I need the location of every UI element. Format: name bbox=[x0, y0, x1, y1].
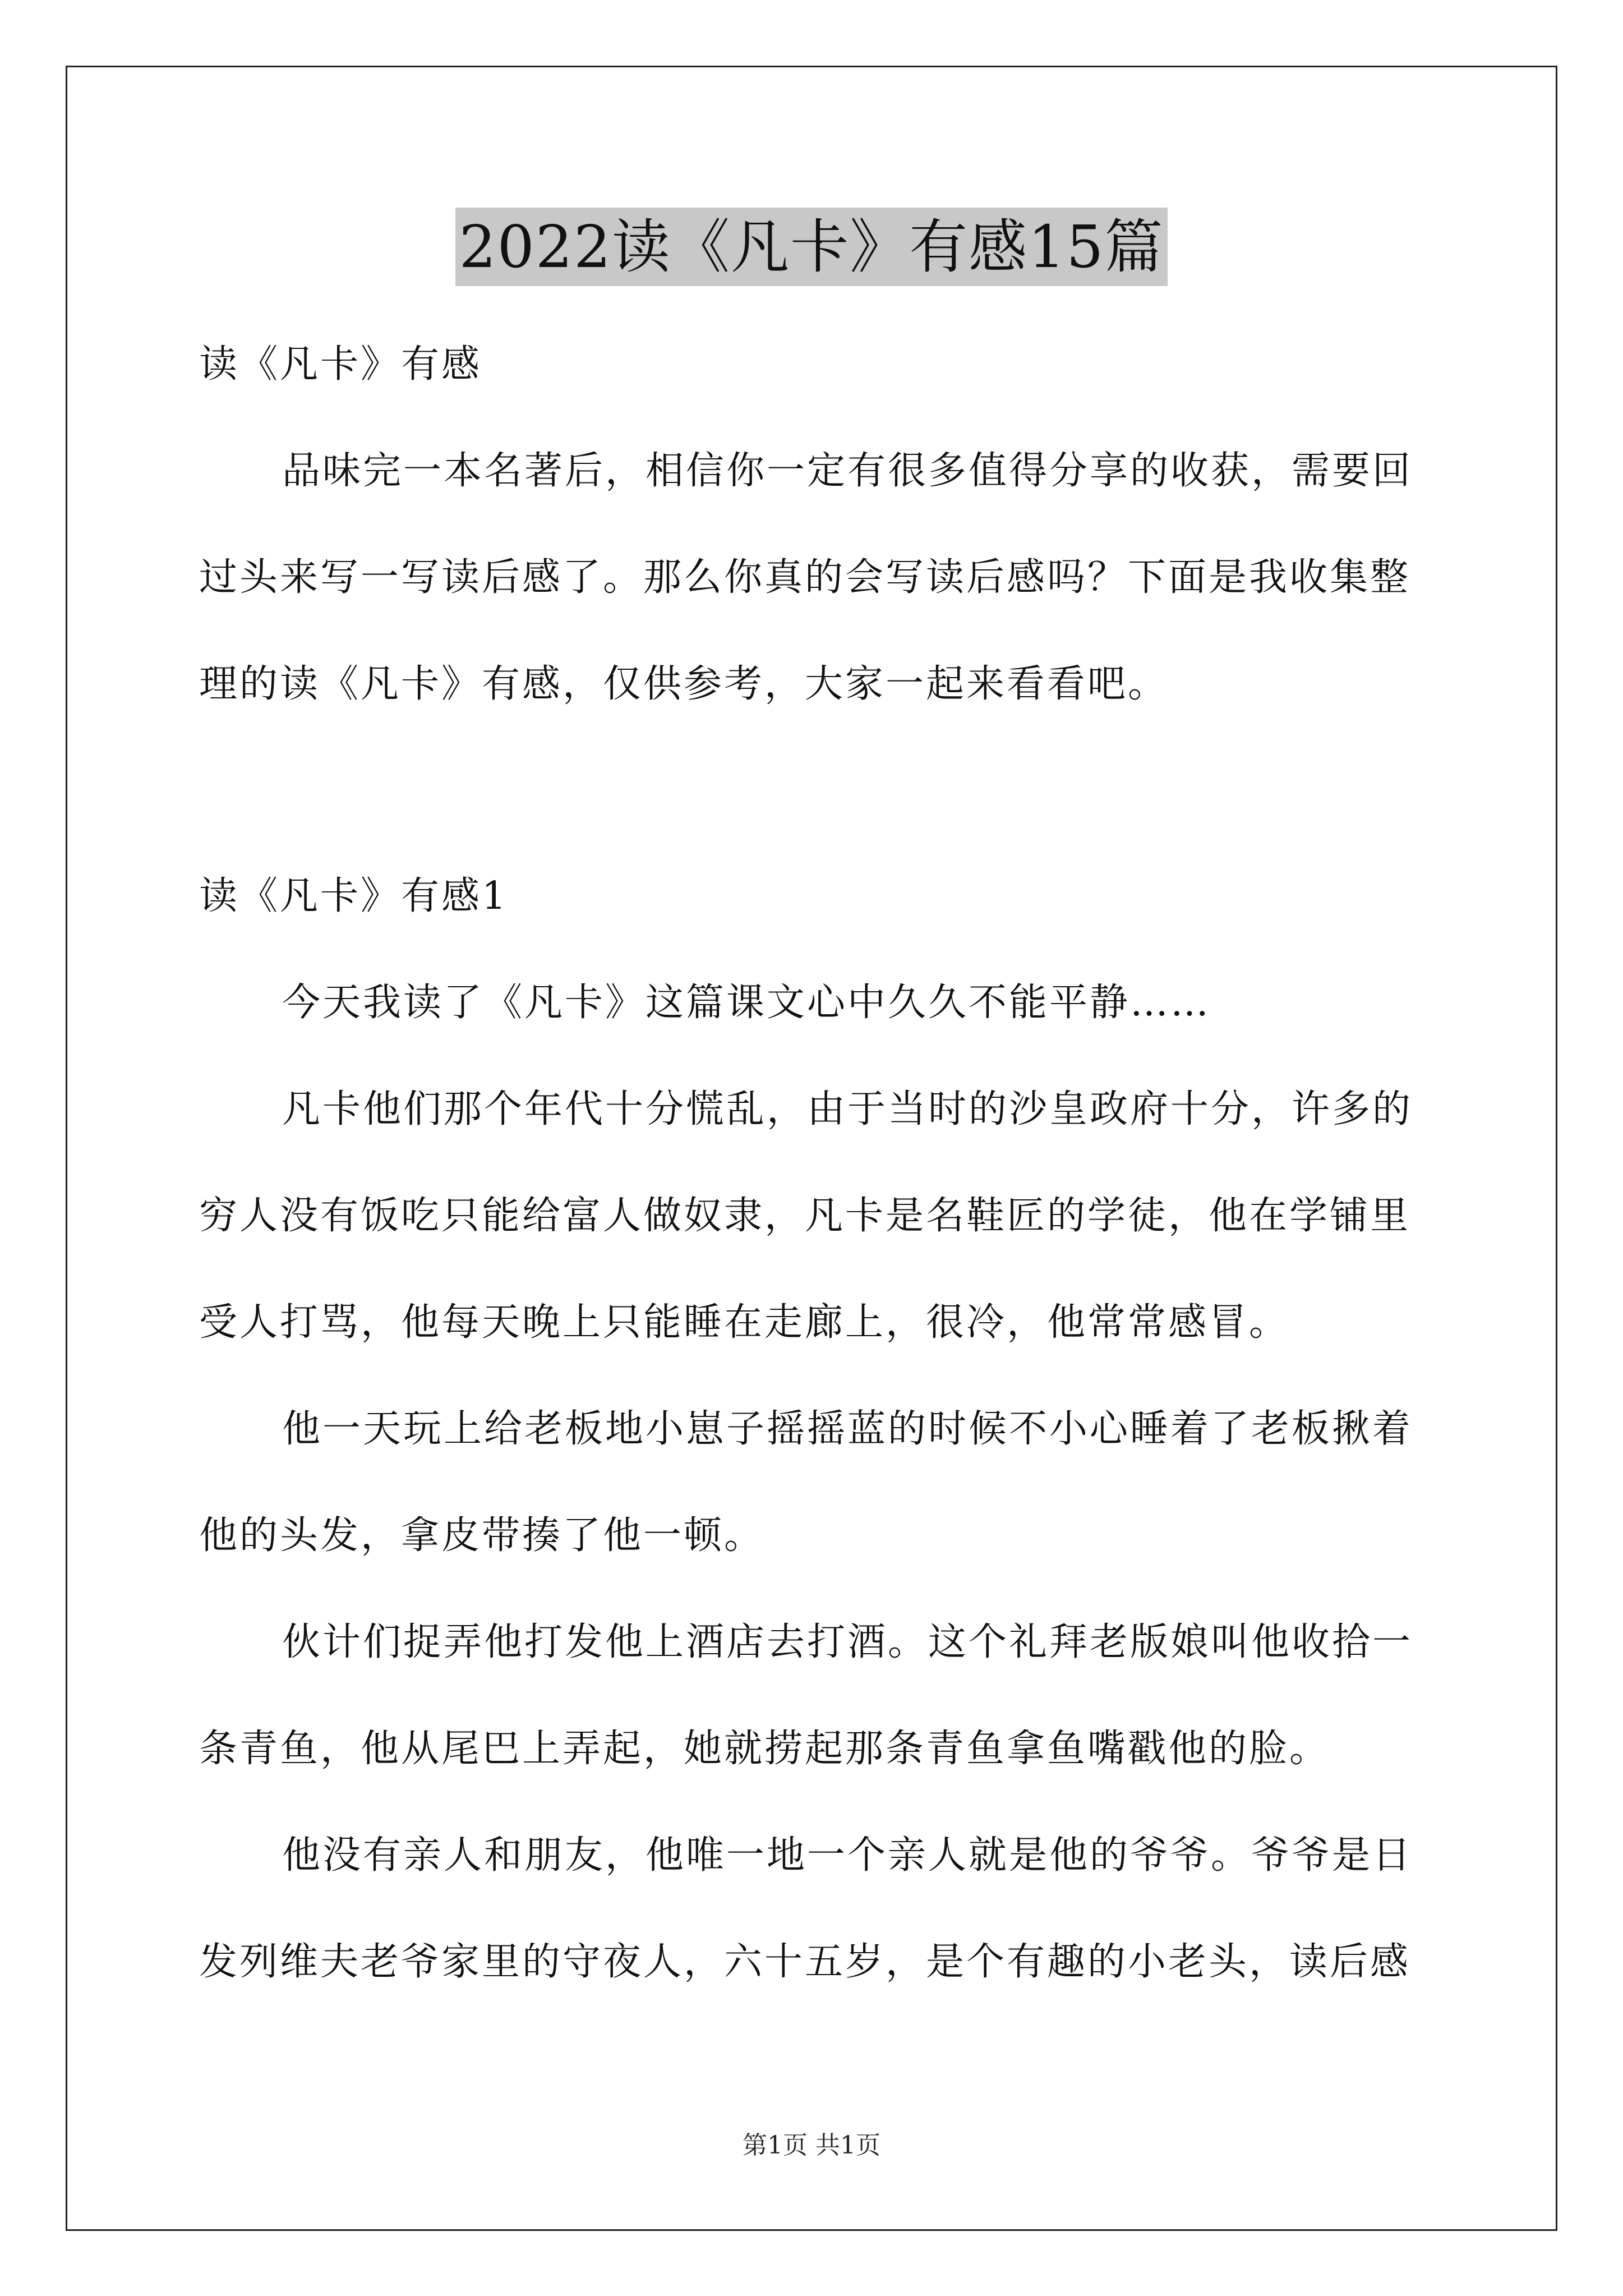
paragraph-line: 过头来写一写读后感了。那么你真的会写读后感吗？下面是我收集整 bbox=[199, 555, 1411, 600]
section-heading: 读《凡卡》有感1 bbox=[199, 874, 509, 918]
section-heading: 读《凡卡》有感 bbox=[199, 342, 482, 386]
paragraph-line: 受人打骂，他每天晚上只能睡在走廊上，很冷，他常常感冒。 bbox=[199, 1300, 1290, 1345]
document-title: 2022读《凡卡》有感15篇 bbox=[455, 208, 1167, 286]
paragraph-line: 伙计们捉弄他打发他上酒店去打酒。这个礼拜老版娘叫他收拾一 bbox=[282, 1620, 1413, 1664]
paragraph-line: 他没有亲人和朋友，他唯一地一个亲人就是他的爷爷。爷爷是日 bbox=[282, 1833, 1413, 1878]
paragraph-line: 他一天玩上给老板地小崽子摇摇蓝的时候不小心睡着了老板揪着 bbox=[282, 1407, 1413, 1451]
paragraph-line: 发列维夫老爷家里的守夜人，六十五岁，是个有趣的小老头，读后感 bbox=[199, 1940, 1411, 1984]
paragraph-line: 条青鱼，他从尾巴上弄起，她就捞起那条青鱼拿鱼嘴戳他的脸。 bbox=[199, 1727, 1330, 1771]
document-body bbox=[199, 311, 1433, 2016]
page-footer: 第1页 共1页 bbox=[743, 2131, 880, 2160]
blank-line bbox=[199, 738, 1433, 843]
title-container bbox=[0, 208, 1623, 286]
paragraph-line: 穷人没有饭吃只能给富人做奴隶，凡卡是名鞋匠的学徒，他在学铺里 bbox=[199, 1194, 1411, 1238]
paragraph-line: 今天我读了《凡卡》这篇课文心中久久不能平静…… bbox=[282, 981, 1211, 1025]
paragraph-line: 品味完一本名著后，相信你一定有很多值得分享的收获，需要回 bbox=[282, 449, 1413, 493]
paragraph-line: 他的头发，拿皮带揍了他一顿。 bbox=[199, 1513, 765, 1558]
paragraph-line: 理的读《凡卡》有感，仅供参考，大家一起来看看吧。 bbox=[199, 662, 1169, 706]
paragraph-line: 凡卡他们那个年代十分慌乱，由于当时的沙皇政府十分，许多的 bbox=[282, 1087, 1413, 1131]
